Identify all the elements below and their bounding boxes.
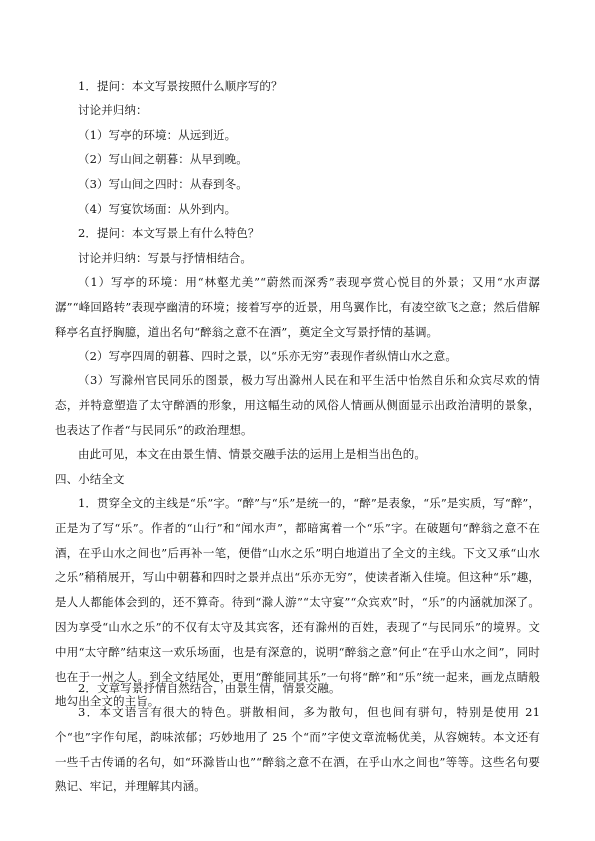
q2-paragraph-3: （3）写滁州官民同乐的图景，极力写出滁州人民在和平生活中怡然自乐和众宾尽欢的情态，并特意塑造了太守醉酒的形象，用这幅生动的风俗人情画从侧面显示出政治清明的景象，也表达了作者“与民同乐”的政治理想。	[55, 373, 540, 437]
q1-item: （2）写山间之朝暮：从早到晚。	[78, 152, 248, 166]
section-heading: 四、小结全文	[55, 472, 125, 486]
q1-item: （1）写亭的环境：从远到近。	[78, 128, 237, 142]
summary-paragraph-2: 2．文章写景抒情自然结合，由景生情，情景交融。	[78, 681, 341, 695]
q2-summary: 讨论并归纳：写景与抒情相结合。	[78, 251, 252, 265]
q2-paragraph-2: （2）写亭四周的朝暮、四时之景，以“乐亦无穷”表现作者纵情山水之意。	[78, 349, 457, 363]
summary-paragraph-3: 3．本文语言有很大的特色。骈散相间，多为散句，但也间有骈句，特别是使用 21 个“也”字作句尾，韵味浓郁；巧妙地用了 25 个“而”字使文章流畅优美，从容婉转。本文还有一些千古传诵的名句，如“环滁皆山也”“醉翁之意不在酒，在乎山水之间也”等等。这些名句要熟记、牢记，并理解其内涵。	[55, 705, 540, 794]
q2-paragraph-1: （1）写亭的环境：用“林壑尤美”“蔚然而深秀”表现亭赏心悦目的外景；又用“水声潺潺”“峰回路转”表现亭幽清的环境；接着写亭的近景，用鸟翼作比，有凌空欲飞之意；然后借解释亭名直抒胸臆，道出名句“醉翁之意不在酒”，奠定全文写景抒情的基调。	[55, 275, 540, 339]
q1-summary-label: 讨论并归纳：	[78, 103, 148, 117]
q1-item: （4）写宴饮场面：从外到内。	[78, 202, 237, 216]
conclusion: 由此可见，本文在由景生情、情景交融手法的运用上是相当出色的。	[78, 447, 426, 461]
question-2: 2．提问：本文写景上有什么特色？	[78, 226, 260, 240]
q1-item: （3）写山间之四时：从春到冬。	[78, 177, 248, 191]
summary-paragraph-1: 1．贯穿全文的主线是“乐”字。“醉”与“乐”是统一的，“醉”是表象，“乐”是实质，写“醉”，正是为了写“乐”。作者的“山行”和“闻水声”，都暗寓着一个“乐”字。在破题句“醉翁之意不在酒，在乎山水之间也”后再补一笔，便借“山水之乐”明白地道出了全文的主线。下文又承“山水之乐”稍稍展开，写山中朝暮和四时之景并点出“乐亦无穷”，使读者渐入佳境。但这种“乐”趣，是人人都能体会到的，还不算奇。待到“滁人游”“太守宴”“众宾欢”时，“乐”的内涵就加深了。因为享受“山水之乐”的不仅有太守及其宾客，还有滁州的百姓，表现了“与民同乐”的境界。文中用“太守醉”结束这一欢乐场面，也是有深意的，说明“醉翁之意”何止“在乎山水之间”，同时也在于一州之人。到全文结尾处，更用“醉能同其乐”一句将“醉”和“乐”统一起来，画龙点睛般地勾出全文的主旨。	[55, 496, 540, 709]
question-1: 1．提问：本文写景按照什么顺序写的？	[78, 79, 283, 93]
